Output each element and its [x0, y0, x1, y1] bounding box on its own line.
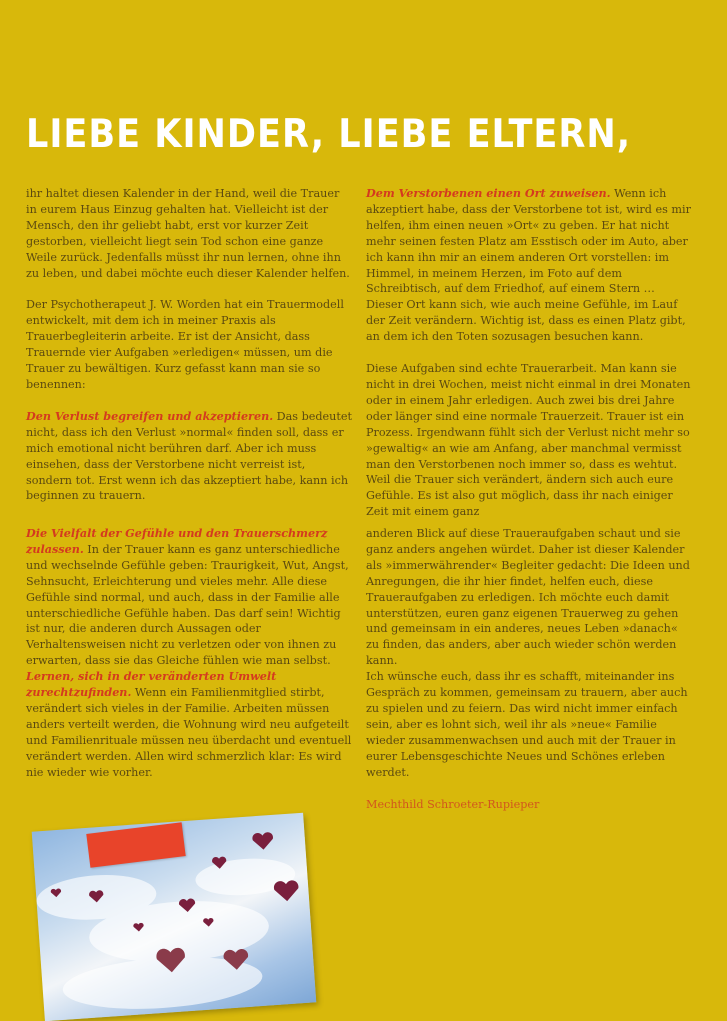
- intro-paragraph: ihr haltet diesen Kalender in der Hand, weil die Trauer in eurem Haus Einzug gehalten hat. Vielleicht ist der Mensch, den ihr geliebt habt, erst vor kurzer Zeit gestorben, vielleicht liegt sein Tod schon eine ganze Weile zurück. Jedenfalls müsst ihr nun lernen, ohne ihn zu leben, und dabei möchte euch dieser Kalender helfen.: [26, 187, 350, 280]
- task2-text: Wenn ich akzeptiert habe, dass der Verstorbene tot ist, wird es mir helfen, ihm einen neuen »Ort« zu geben. Er hat nicht mehr seinen festen Platz am Esstisch oder im Auto, aber ich kann ihn mir an einem anderen Ort vorstellen: im Himmel, in meinem Herzen, im Foto auf dem Schreibtisch, auf dem Friedhof, auf einem Stern … Dieser Ort kann sich, wie auch meine Gefühle, im Lauf der Zeit verändern. Wichtig ist, dass es einen Platz gibt, an dem ich den Toten sozusagen besuchen kann.: [366, 187, 691, 344]
- task4-paragraph: [26, 669, 352, 780]
- page-title: LIEBE KINDER, LIEBE ELTERN,: [26, 112, 632, 157]
- task4-text: Wenn ein Familienmitglied stirbt, verändert sich vieles in der Familie. Arbeiten müssen anders verteilt werden, die Wohnung wird neu aufgeteilt und Familienrituale müssen neu überdacht und eventuell verändert werden. Allen wird schmerzlich klar: Es wird nie wieder wie vorher.: [26, 686, 352, 779]
- col1-bottom: [26, 526, 352, 781]
- calendar-paragraph: anderen Blick auf diese Traueraufgaben schaut und sie ganz anders angehen würdet. Daher ist dieser Kalender als »immerwährender« Begleiter gedacht: Die Ideen und Anregungen, die ihr hier findet, helfen euch, diese Traueraufgaben zu erledigen. Ich möchte euch damit unterstützen, euren ganz eigenen Trauerweg zu gehen und gemeinsam in ein anderes, neues Leben »danach« zu finden, das anders, aber auch wieder schön werden kann.: [366, 527, 690, 668]
- col2-bottom: [366, 526, 692, 812]
- heart-icon: [252, 832, 274, 850]
- task2-paragraph: [366, 186, 692, 345]
- clouds: [35, 855, 304, 1016]
- col2-top: [366, 186, 692, 520]
- task4-heading: Lernen, sich in der veränderten Umwelt zurechtzufinden.: [26, 669, 277, 700]
- worden-paragraph: Der Psychotherapeut J. W. Worden hat ein Trauermodell entwickelt, mit dem ich in meiner Praxis als Trauerbegleiterin arbeite. Er ist der Ansicht, dass Trauernde vier Aufgaben »erledigen« müssen, um die Trauer zu bewältigen. Kurz gefasst kann man sie so benennen:: [26, 298, 344, 391]
- task1-paragraph: [26, 409, 352, 504]
- task3-heading: Die Vielfalt der Gefühle und den Trauerschmerz zulassen.: [26, 526, 328, 556]
- process-paragraph: Diese Aufgaben sind echte Trauerarbeit. Man kann sie nicht in drei Wochen, meist nicht einmal in drei Monaten oder in einem Jahr erledigen. Auch zwei bis drei Jahre oder länger sind eine normale Trauerzeit. Trauer ist ein Prozess. Irgendwann fühlt sich der Verlust nicht mehr so »gewaltig« an wie am Anfang, aber manchmal vermisst man den Verstorbenen noch immer so, dass es wehtut. Weil die Trauer sich verändert, ändern sich auch eure Gefühle. Es ist also gut möglich, dass ihr nach einiger Zeit mit einem ganz: [366, 362, 691, 519]
- task1-heading: Den Verlust begreifen und akzeptieren.: [26, 408, 274, 423]
- task2-heading: Dem Verstorbenen einen Ort zuweisen.: [366, 186, 611, 200]
- task3-text: In der Trauer kann es ganz unterschiedliche und wechselnde Gefühle geben: Traurigkeit, Wut, Angst, Sehnsucht, Erleichterung und vieles mehr. Alle diese Gefühle sind normal, und auch, dass in der Familie alle unterschiedliche Gefühle haben. Das darf sein! Wichtig ist nur, die anderen durch Aussagen oder Verhaltensweisen nicht zu verletzen oder von ihnen zu erwarten, dass sie das Gleiche fühlen wie man selbst.: [26, 542, 349, 668]
- task1-text: Das bedeutet nicht, dass ich den Verlust »normal« finden soll, dass er mich emotional nicht berühren darf. Aber ich muss einsehen, dass der Verstorbene nicht verreist ist, sondern tot. Erst wenn ich das akzeptiert habe, kann ich beginnen zu trauern.: [26, 409, 352, 503]
- col1-top: [26, 186, 352, 504]
- author-signature: Mechthild Schroeter-Rupieper: [366, 797, 540, 811]
- wish-paragraph: Ich wünsche euch, dass ihr es schafft, miteinander ins Gespräch zu kommen, gemeinsam zu trauern, aber auch zu spielen und zu feiern. Das wird nicht immer einfach sein, aber es lohnt sich, weil ihr als »neue« Familie wieder zusammenwachsen und auch mit der Trauer in eurer Lebensgeschichte Neues und Schönes erleben werdet.: [366, 670, 688, 779]
- task3-paragraph: [26, 526, 352, 669]
